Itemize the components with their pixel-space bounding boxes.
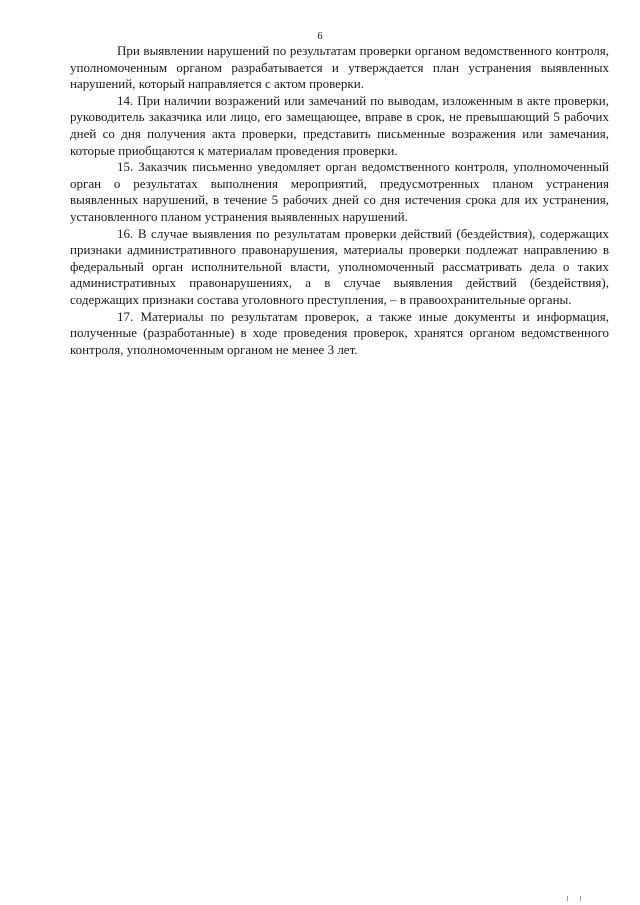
paragraph-15-notification: 15. Заказчик письменно уведомляет орган ведомственного контроля, уполномоченный орган о результатах выполнения мероприятий, предусмотренных планом устранения выявленных нарушений, в течение 5 рабочих дней со дня истечения срока для их устранения, установленного планом устранения выявленных нарушений. [70, 159, 609, 224]
scan-mark [567, 896, 568, 901]
paragraph-17-storage: 17. Материалы по результатам проверок, а также иные документы и информация, полученные (разработанные) в ходе проведения проверок, хранятся органом ведомственного контроля, уполномоченным органом не менее 3 лет. [70, 308, 609, 357]
paragraph-14-objections: 14. При наличии возражений или замечаний по выводам, изложенным в акте проверки, руководитель заказчика или лицо, его замещающее, вправе в срок, не превышающий 5 рабочих дней со дня получения акта проверки, представить письменные возражения или замечания, которые приобщаются к материалам проведения проверки. [70, 92, 609, 158]
paragraph-16-administrative-violation: 16. В случае выявления по результатам проверки действий (бездействия), содержащих признаки административного правонарушения, материалы проверки подлежат направлению в федеральный орган исполнительной власти, уполномоченный рассматривать дела о таких административных правонарушениях, а в случае выявления действий (бездействия), содержащих признаки состава уголовного преступления, – в правоохранительные органы. [70, 225, 609, 307]
document-body [70, 43, 609, 358]
page-number: 6 [317, 31, 323, 42]
paragraph-violation-plan: При выявлении нарушений по результатам проверки органом ведомственного контроля, уполномоченным органом разрабатывается и утверждается план устранения выявленных нарушений, который направляется с актом проверки. [70, 43, 609, 92]
scan-mark [580, 896, 581, 901]
